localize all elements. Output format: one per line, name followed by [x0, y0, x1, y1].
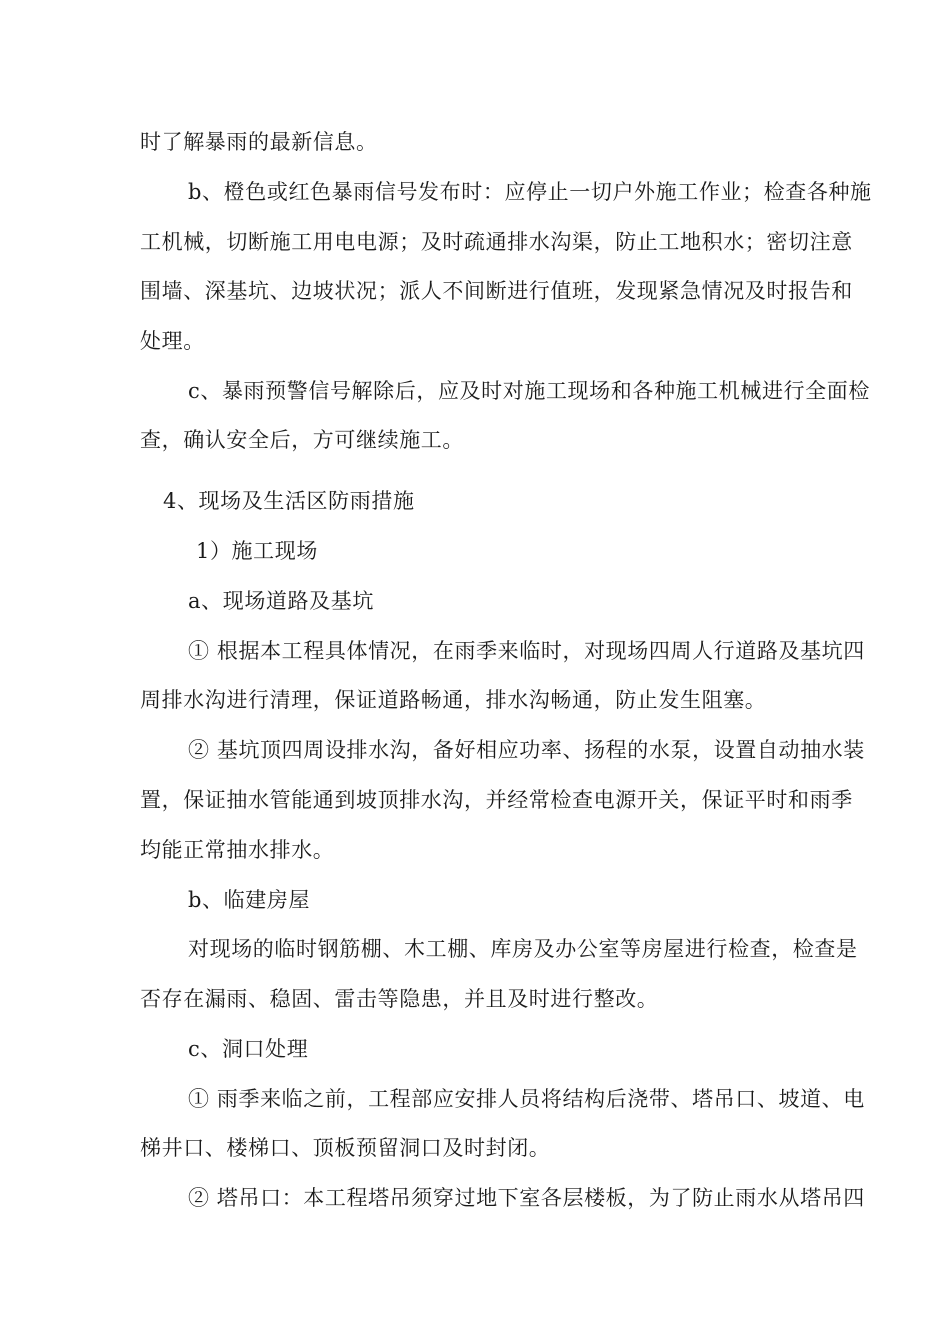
section-heading: 4、现场及生活区防雨措施 [163, 489, 415, 513]
subsection-heading: 1）施工现场 [196, 539, 318, 563]
text-line: 均能正常抽水排水。 [140, 838, 335, 862]
text-line: 工机械，切断施工用电电源；及时疏通排水沟渠，防止工地积水；密切注意 [140, 230, 853, 254]
text-line: ② 塔吊口：本工程塔吊须穿过地下室各层楼板，为了防止雨水从塔吊四 [188, 1186, 865, 1210]
text-line: 处理。 [140, 329, 205, 353]
text-line: 查，确认安全后，方可继续施工。 [140, 428, 464, 452]
subsection-heading: a、现场道路及基坑 [188, 589, 374, 613]
text-line: 否存在漏雨、稳固、雷击等隐患，并且及时进行整改。 [140, 987, 659, 1011]
text-line: 围墙、深基坑、边坡状况；派人不间断进行值班，发现紧急情况及时报告和 [140, 279, 853, 303]
text-line: 梯井口、楼梯口、顶板预留洞口及时封闭。 [140, 1136, 551, 1160]
text-line: ① 雨季来临之前，工程部应安排人员将结构后浇带、塔吊口、坡道、电 [188, 1087, 865, 1111]
text-line: b、橙色或红色暴雨信号发布时：应停止一切户外施工作业；检查各种施 [188, 180, 872, 204]
subsection-heading: b、临建房屋 [188, 888, 311, 912]
subsection-heading: c、洞口处理 [188, 1037, 309, 1061]
text-line: 周排水沟进行清理，保证道路畅通，排水沟畅通，防止发生阻塞。 [140, 688, 767, 712]
text-line: ② 基坑顶四周设排水沟，备好相应功率、扬程的水泵，设置自动抽水装 [188, 738, 865, 762]
text-line: 对现场的临时钢筋棚、木工棚、库房及办公室等房屋进行检查，检查是 [188, 937, 858, 961]
text-line: ① 根据本工程具体情况，在雨季来临时，对现场四周人行道路及基坑四 [188, 639, 865, 663]
text-line: 置，保证抽水管能通到坡顶排水沟，并经常检查电源开关，保证平时和雨季 [140, 788, 853, 812]
text-line: 时了解暴雨的最新信息。 [140, 130, 378, 154]
text-line: c、暴雨预警信号解除后，应及时对施工现场和各种施工机械进行全面检 [188, 379, 870, 403]
